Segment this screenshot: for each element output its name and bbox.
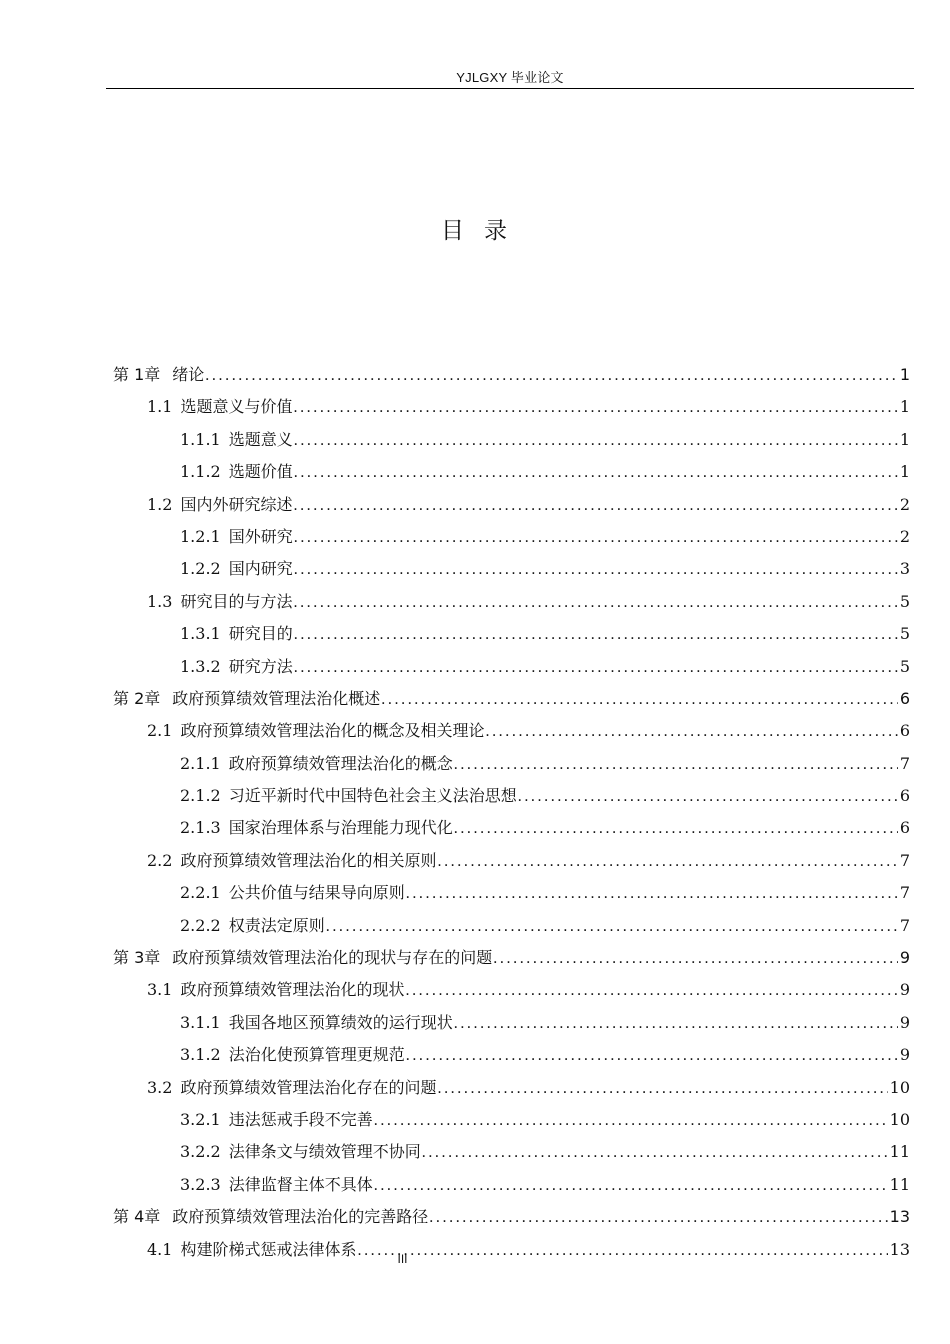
- toc-entry-title: 国内外研究综述: [180, 494, 293, 514]
- toc-dot-leader: [294, 457, 898, 489]
- toc-entry-title: 权责法定原则: [228, 915, 325, 935]
- toc-dot-leader: [406, 878, 898, 910]
- toc-entry-number: 2.2.1: [180, 883, 221, 903]
- toc-entry-title: 政府预算绩效管理法治化的现状与存在的问题: [172, 948, 493, 968]
- toc-entry-page: 10: [889, 1077, 910, 1097]
- toc-section-entry[interactable]: [113, 489, 910, 521]
- toc-entry-number: 3.1.1: [180, 1012, 221, 1032]
- toc-chapter-entry[interactable]: [113, 359, 910, 391]
- toc-entry-title: 国外研究: [228, 526, 293, 546]
- toc-dot-leader: [293, 392, 897, 424]
- toc-entry-title: 选题意义: [228, 429, 293, 449]
- toc-entry-number: 第 1章: [113, 365, 161, 384]
- toc-entry-title: 政府预算绩效管理法治化的概念及相关理论: [180, 721, 485, 741]
- toc-section-entry[interactable]: [113, 748, 910, 780]
- toc-dot-leader: [381, 684, 898, 716]
- toc-section-entry[interactable]: [113, 1136, 910, 1168]
- toc-dot-leader: [437, 1073, 887, 1105]
- toc-entry-number: 1.2.1: [180, 526, 221, 546]
- toc-entry-page: 6: [899, 786, 910, 806]
- toc-entry-title: 政府预算绩效管理法治化的概念: [228, 753, 453, 773]
- toc-entry-title: 政府预算绩效管理法治化的现状: [180, 980, 405, 1000]
- toc-dot-leader: [294, 522, 898, 554]
- toc-entry-page: 3: [899, 559, 910, 579]
- toc-entry-page: 9: [899, 1012, 910, 1032]
- toc-section-entry[interactable]: [113, 521, 910, 553]
- toc-section-entry[interactable]: [113, 618, 910, 650]
- toc-section-entry[interactable]: [113, 424, 910, 456]
- toc-dot-leader: [294, 554, 898, 586]
- toc-entry-title: 政府预算绩效管理法治化的完善路径: [172, 1207, 429, 1227]
- toc-dot-leader: [374, 1105, 888, 1137]
- toc-section-entry[interactable]: [113, 391, 910, 423]
- toc-entry-number: 1.1: [147, 397, 173, 417]
- toc-entry-title: 我国各地区预算绩效的运行现状: [228, 1012, 453, 1032]
- toc-section-entry[interactable]: [113, 780, 910, 812]
- toc-dot-leader: [454, 1008, 898, 1040]
- toc-chapter-entry[interactable]: [113, 1201, 910, 1233]
- toc-dot-leader: [437, 846, 897, 878]
- toc-dot-leader: [294, 652, 898, 684]
- toc-entry-page: 9: [899, 980, 910, 1000]
- page-number: III: [397, 1252, 408, 1266]
- toc-dot-leader: [374, 1170, 888, 1202]
- toc-entry-page: 9: [899, 948, 910, 968]
- table-of-contents: [113, 359, 910, 1266]
- toc-section-entry[interactable]: [113, 1039, 910, 1071]
- toc-dot-leader: [205, 360, 898, 392]
- toc-entry-number: 1.2: [147, 494, 173, 514]
- toc-entry-number: 4.1: [147, 1239, 173, 1259]
- toc-entry-page: 13: [889, 1239, 910, 1259]
- toc-entry-title: 政府预算绩效管理法治化概述: [172, 688, 381, 708]
- toc-entry-title: 选题意义与价值: [180, 397, 293, 417]
- toc-dot-leader: [518, 781, 898, 813]
- toc-entry-number: 3.2.1: [180, 1109, 221, 1129]
- toc-section-entry[interactable]: [113, 974, 910, 1006]
- toc-entry-page: 11: [889, 1142, 910, 1162]
- toc-section-entry[interactable]: [113, 1007, 910, 1039]
- toc-entry-page: 6: [899, 721, 910, 741]
- toc-dot-leader: [429, 1202, 887, 1234]
- toc-entry-page: 5: [899, 624, 910, 644]
- toc-section-entry[interactable]: [113, 1104, 910, 1136]
- toc-title: 目录: [441, 218, 527, 244]
- toc-dot-leader: [406, 1040, 898, 1072]
- toc-entry-page: 10: [889, 1109, 910, 1129]
- toc-section-entry[interactable]: [113, 715, 910, 747]
- toc-entry-page: 2: [899, 526, 910, 546]
- toc-entry-page: 6: [899, 818, 910, 838]
- toc-section-entry[interactable]: [113, 812, 910, 844]
- toc-entry-number: 2.1.3: [180, 818, 221, 838]
- toc-chapter-entry[interactable]: [113, 942, 910, 974]
- page-header: [106, 64, 914, 89]
- toc-entry-number: 第 2章: [113, 688, 161, 708]
- toc-section-entry[interactable]: [113, 456, 910, 488]
- toc-section-entry[interactable]: [113, 586, 910, 618]
- toc-entry-number: 1.3: [147, 591, 173, 611]
- toc-entry-number: 3.2: [147, 1077, 173, 1097]
- toc-section-entry[interactable]: [113, 553, 910, 585]
- toc-dot-leader: [493, 943, 898, 975]
- toc-entry-page: 9: [899, 1045, 910, 1065]
- toc-entry-number: 3.2.2: [180, 1142, 221, 1162]
- toc-entry-title: 绪论: [172, 365, 205, 384]
- toc-entry-page: 1: [899, 429, 910, 449]
- toc-dot-leader: [422, 1137, 888, 1169]
- toc-entry-title: 习近平新时代中国特色社会主义法治思想: [228, 786, 517, 806]
- toc-dot-leader: [293, 490, 897, 522]
- toc-section-entry[interactable]: [113, 877, 910, 909]
- toc-section-entry[interactable]: [113, 651, 910, 683]
- toc-chapter-entry[interactable]: [113, 683, 910, 715]
- toc-dot-leader: [293, 587, 897, 619]
- toc-entry-page: 1: [899, 397, 910, 417]
- toc-entry-number: 2.1: [147, 721, 173, 741]
- toc-entry-page: 7: [899, 915, 910, 935]
- toc-entry-title: 法律监督主体不具体: [228, 1174, 373, 1194]
- toc-entry-page: 5: [899, 656, 910, 676]
- toc-entry-number: 1.3.1: [180, 624, 221, 644]
- toc-entry-title: 研究目的与方法: [180, 591, 293, 611]
- toc-entry-title: 研究方法: [228, 656, 293, 676]
- toc-entry-page: 13: [889, 1207, 910, 1227]
- toc-section-entry[interactable]: [113, 1169, 910, 1201]
- toc-dot-leader: [454, 749, 898, 781]
- toc-entry-number: 2.1.1: [180, 753, 221, 773]
- toc-entry-title: 政府预算绩效管理法治化存在的问题: [180, 1077, 437, 1097]
- toc-entry-number: 2.1.2: [180, 786, 221, 806]
- toc-entry-title: 选题价值: [228, 462, 293, 482]
- toc-entry-title: 公共价值与结果导向原则: [228, 883, 405, 903]
- toc-section-entry[interactable]: [113, 910, 910, 942]
- toc-dot-leader: [485, 716, 897, 748]
- toc-entry-number: 1.2.2: [180, 559, 221, 579]
- toc-entry-title: 国家治理体系与治理能力现代化: [228, 818, 453, 838]
- toc-entry-title: 研究目的: [228, 624, 293, 644]
- toc-entry-page: 2: [899, 494, 910, 514]
- toc-entry-number: 2.2.2: [180, 915, 221, 935]
- toc-dot-leader: [405, 975, 897, 1007]
- toc-entry-number: 3.1: [147, 980, 173, 1000]
- toc-dot-leader: [294, 619, 898, 651]
- toc-dot-leader: [454, 813, 898, 845]
- toc-entry-number: 2.2: [147, 850, 173, 870]
- toc-section-entry[interactable]: [113, 1072, 910, 1104]
- toc-entry-page: 6: [899, 688, 910, 708]
- toc-entry-title: 法律条文与绩效管理不协同: [228, 1142, 421, 1162]
- toc-entry-number: 3.1.2: [180, 1045, 221, 1065]
- toc-entry-number: 3.2.3: [180, 1174, 221, 1194]
- toc-entry-title: 违法惩戒手段不完善: [228, 1109, 373, 1129]
- toc-entry-page: 5: [899, 591, 910, 611]
- toc-entry-number: 1.3.2: [180, 656, 221, 676]
- toc-dot-leader: [294, 425, 898, 457]
- toc-section-entry[interactable]: [113, 845, 910, 877]
- toc-entry-page: 7: [899, 753, 910, 773]
- toc-entry-number: 1.1.1: [180, 429, 221, 449]
- toc-entry-page: 7: [899, 850, 910, 870]
- toc-entry-title: 政府预算绩效管理法治化的相关原则: [180, 850, 437, 870]
- header-title: YJLGXY 毕业论文: [456, 70, 564, 85]
- toc-entry-page: 1: [899, 365, 910, 384]
- toc-entry-page: 7: [899, 883, 910, 903]
- toc-entry-number: 第 3章: [113, 948, 161, 968]
- toc-entry-page: 11: [889, 1174, 910, 1194]
- toc-entry-number: 1.1.2: [180, 462, 221, 482]
- toc-entry-page: 1: [899, 462, 910, 482]
- toc-entry-title: 法治化使预算管理更规范: [228, 1045, 405, 1065]
- toc-entry-number: 第 4章: [113, 1207, 161, 1227]
- toc-entry-title: 构建阶梯式惩戒法律体系: [180, 1239, 357, 1259]
- toc-dot-leader: [326, 911, 898, 943]
- toc-entry-title: 国内研究: [228, 559, 293, 579]
